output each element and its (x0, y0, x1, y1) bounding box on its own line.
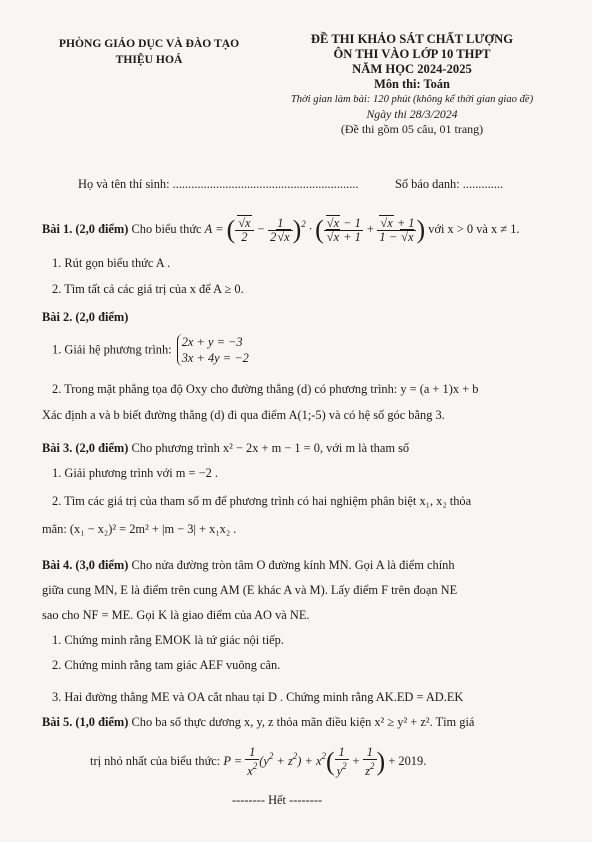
question-5-prompt: trị nhỏ nhất của biểu thức: (90, 754, 221, 768)
question-1-condition: với x > 0 và x ≠ 1. (428, 222, 520, 236)
candidate-id-line: Số báo danh: ............. (395, 177, 504, 191)
question-4-item-1: 1. Chứng minh rằng EMOK là tứ giác nội tiếp. (52, 633, 284, 647)
question-1-item-2: 2. Tìm tất cả các giá trị của x để A ≥ 0. (52, 282, 244, 296)
question-2-item-1-row (52, 334, 249, 366)
question-4-line (42, 558, 455, 573)
question-5-heading: Bài 5. (1,0 điểm) (42, 715, 129, 729)
question-5-expression: P = $\frac{1}{x^2}$ $(y^2 + z^2) + x^2$( $\frac{1}{y^2}$ + $\frac{1}{z^2}$ ) (223, 745, 386, 779)
question-3-item-2: 2. Tìm các giá trị của tham số m để phương trình có hai nghiệm phân biệt x₁, x₂ thỏa (52, 494, 472, 508)
question-4-heading: Bài 4. (3,0 điểm) (42, 558, 129, 572)
question-3-line (42, 441, 409, 456)
exam-title-line-1: ĐỀ THI KHẢO SÁT CHẤT LƯỢNG (310, 32, 514, 46)
equation-2: 3x + 4y = −2 (181, 351, 249, 365)
question-4-line-2: giữa cung MN, E là điểm trên cung AM (E khác A và M). Lấy điểm F trên đoạn NE (42, 583, 458, 597)
question-4-item-3: 3. Hai đường thẳng ME và OA cắt nhau tại D . Chứng minh rằng AK.ED = AD.EK (52, 690, 464, 704)
question-3-item-2-continued: mãn: (x₁ − x₂)² = 2m² + |m − 3| + x₁x₂ . (42, 522, 237, 536)
issuer-line-1: PHÒNG GIÁO DỤC VÀ ĐÀO TẠO (58, 37, 240, 50)
question-1-line (42, 211, 520, 244)
question-5-tail: + 2019. (388, 754, 427, 768)
question-3-intro: Cho phương trình x² − 2x + m − 1 = 0, với m là tham số (131, 441, 410, 455)
subject: Môn thi: Toán (374, 77, 450, 91)
question-2-item-2-continued: Xác định a và b biết đường thẳng (d) đi qua điểm A(1;-5) và có hệ số góc bằng 3. (42, 408, 445, 422)
question-5-line (42, 715, 474, 730)
page-count: (Đề thi gồm 05 câu, 01 trang) (340, 122, 484, 136)
question-5-line-2 (90, 742, 426, 778)
question-2-item-2: 2. Trong mặt phẳng tọa độ Oxy cho đường thẳng (d) có phương trình: y = (a + 1)x + b (52, 382, 479, 396)
question-1-item-1: 1. Rút gọn biểu thức A . (52, 256, 171, 270)
question-4-intro: Cho nửa đường tròn tâm O đường kính MN. Gọi A là điểm chính (131, 558, 455, 572)
question-4-line-3: sao cho NF = ME. Gọi K là giao điểm của AO và NE. (42, 608, 310, 622)
end-marker: -------- Hết -------- (232, 793, 323, 807)
question-2-heading: Bài 2. (2,0 điểm) (42, 310, 129, 324)
question-1-intro: Cho biểu thức (131, 222, 202, 236)
question-5-intro: Cho ba số thực dương x, y, z thỏa mãn điều kiện x² ≥ y² + z². Tìm giá (131, 715, 475, 729)
question-1-heading: Bài 1. (2,0 điểm) (42, 222, 129, 236)
exam-title-line-2: ÔN THI VÀO LỚP 10 THPT (333, 47, 491, 61)
issuer-line-2: THIỆU HOÁ (115, 53, 183, 66)
issuer-block (44, 36, 254, 68)
question-1-expression: A = ( $\frac{√x}{2}$ − $\frac{1}{2√x}$ )$^2$ · ( $\frac{√x - 1}{√x + 1}$ + $\frac{√x + 1}{1 - √x}$ ) (204, 215, 426, 245)
question-2-item-1: 1. Giải hệ phương trình: (52, 342, 172, 357)
question-3-item-1: 1. Giải phương trình với m = −2 . (52, 466, 218, 480)
exam-title-block (262, 32, 562, 137)
exam-title-line-3: NĂM HỌC 2024-2025 (352, 62, 472, 76)
exam-date: Ngày thi 28/3/2024 (366, 107, 458, 121)
equation-1: 2x + y = −3 (181, 335, 243, 349)
equation-system (177, 334, 249, 366)
question-3-heading: Bài 3. (2,0 điểm) (42, 441, 129, 455)
question-4-item-2: 2. Chứng minh rằng tam giác AEF vuông cân. (52, 658, 281, 672)
time-allowed: Thời gian làm bài: 120 phút (không kể thời gian giao đề) (290, 94, 534, 105)
candidate-name-line: Họ và tên thí sinh: ............................................................ (78, 177, 359, 191)
